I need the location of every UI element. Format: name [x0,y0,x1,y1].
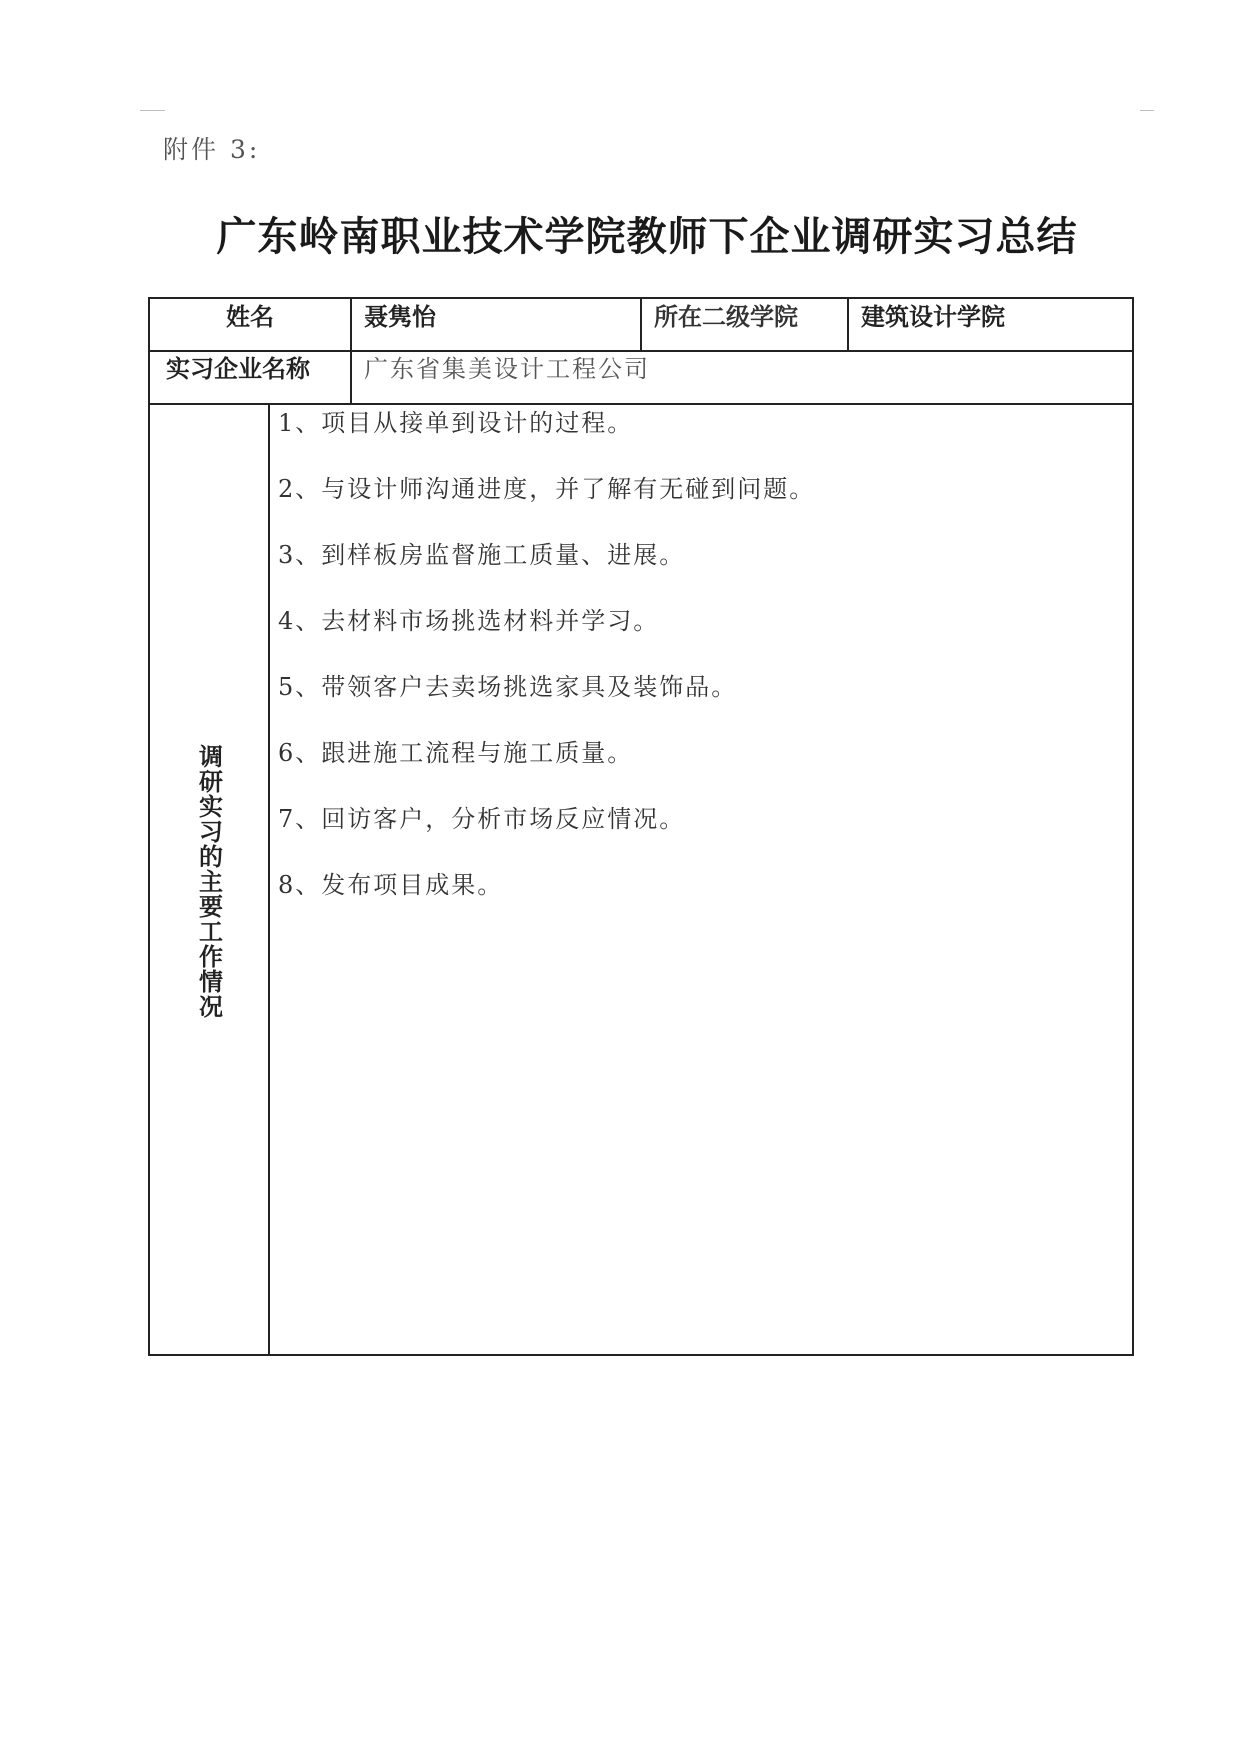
col-divider-3 [847,299,849,350]
row-divider-2 [150,403,1132,405]
document-title: 广东岭南职业技术学院教师下企业调研实习总结 [216,214,1078,260]
work-item: 4、去材料市场挑选材料并学习。 [278,607,660,635]
col-divider-1 [350,299,352,403]
col-divider-2 [640,299,642,350]
work-label-cell [150,407,268,1356]
company-label: 实习企业名称 [166,354,310,383]
work-item: 6、跟进施工流程与施工质量。 [278,739,634,767]
row-divider-1 [150,350,1132,352]
work-item: 2、与设计师沟通进度，并了解有无碰到问题。 [278,475,816,503]
work-label: 调研实习的主要工作情况 [194,744,224,1019]
name-label: 姓名 [226,302,274,331]
work-item: 8、发布项目成果。 [278,871,504,899]
work-item-list [278,407,815,935]
crop-mark-right [1140,110,1154,111]
work-item: 7、回访客户，分析市场反应情况。 [278,805,686,833]
attachment-label: 附件 3: [163,135,261,164]
summary-form-table [148,297,1134,1356]
college-value: 建筑设计学院 [861,302,1005,331]
company-value: 广东省集美设计工程公司 [364,355,650,383]
col-divider-4 [268,403,270,1354]
name-value: 聂隽怡 [364,302,436,331]
work-item: 1、项目从接单到设计的过程。 [278,409,634,437]
crop-mark-left [140,110,165,111]
work-item: 5、带领客户去卖场挑选家具及装饰品。 [278,673,738,701]
work-item: 3、到样板房监督施工质量、进展。 [278,541,686,569]
college-label: 所在二级学院 [654,302,798,331]
